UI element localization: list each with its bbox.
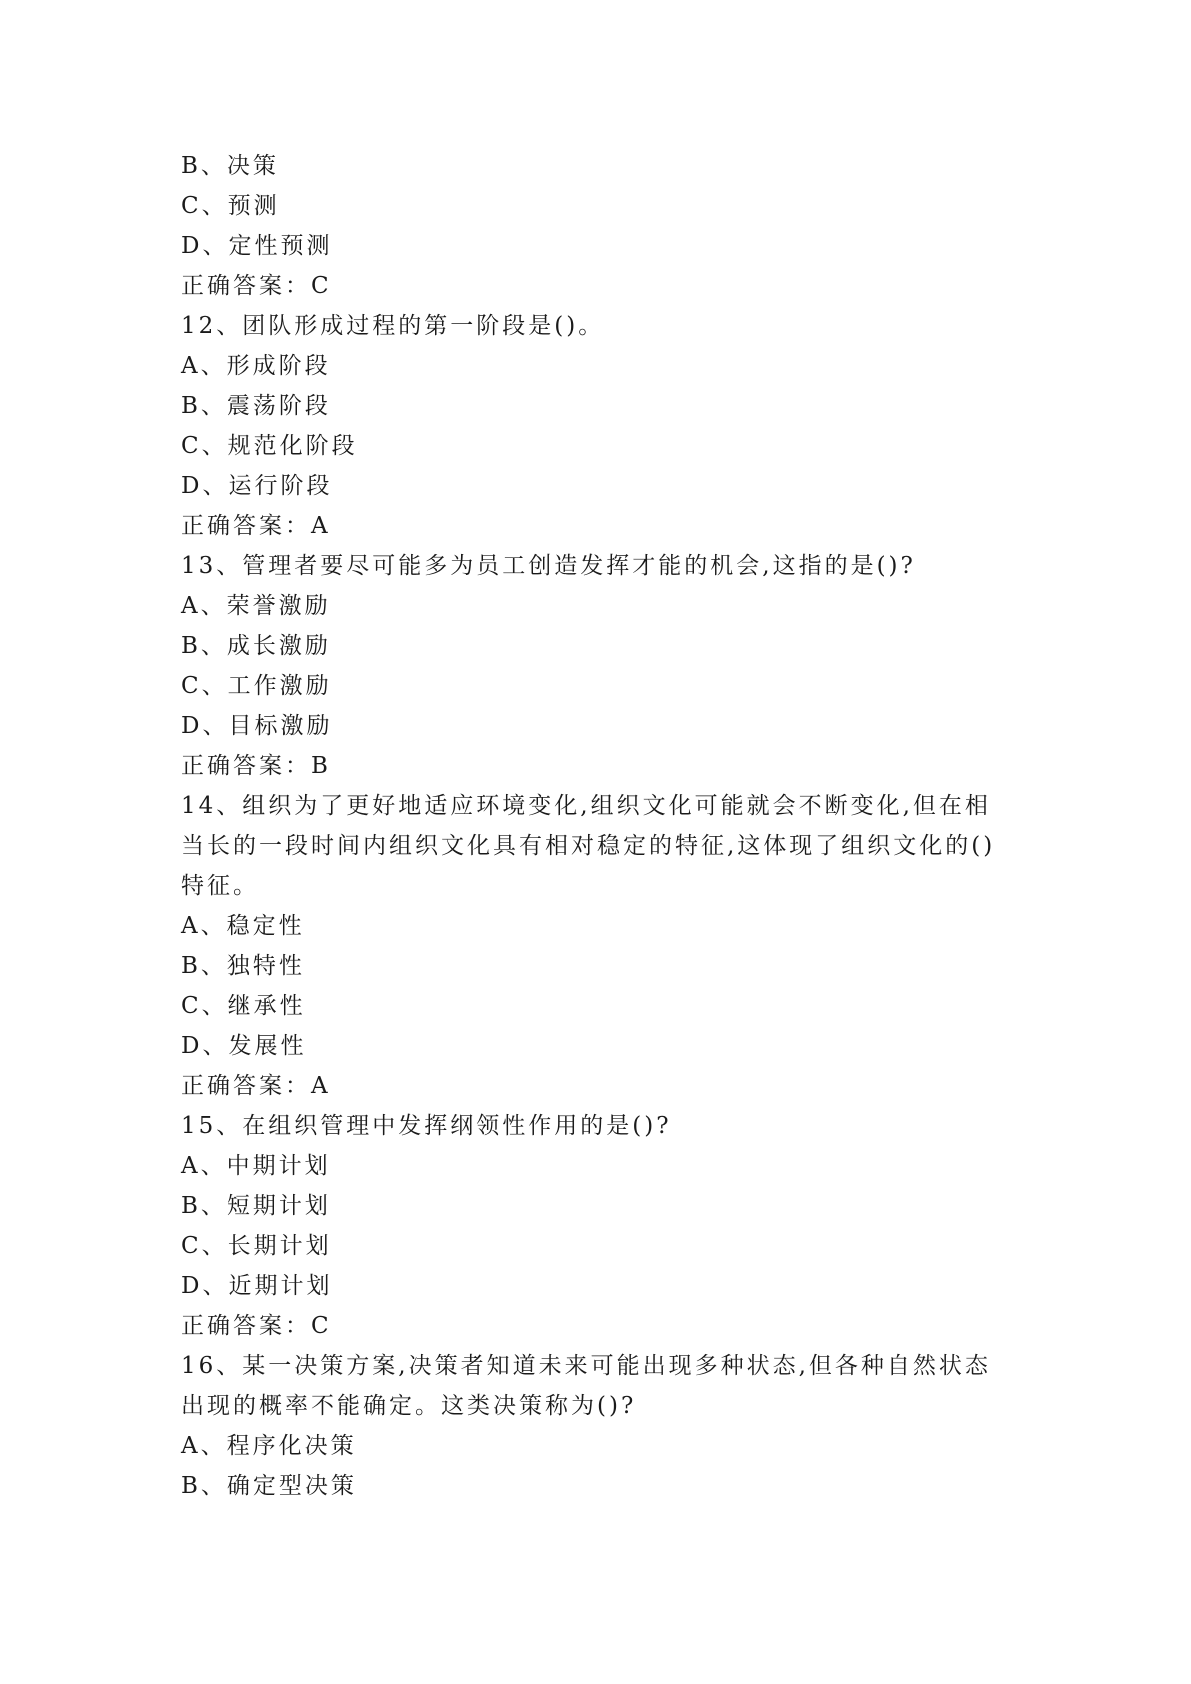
option-a-q15: A、中期计划 [181, 1153, 331, 1179]
option-c-q13: C、工作激励 [181, 673, 332, 699]
option-d-q14: D、发展性 [181, 1033, 307, 1059]
option-c-q15: C、长期计划 [181, 1233, 332, 1259]
question-16-line-2: 出现的概率不能确定。这类决策称为()? [181, 1393, 637, 1419]
option-b-q13: B、成长激励 [181, 633, 331, 659]
question-14-line-3: 特征。 [181, 873, 259, 899]
option-b-q15: B、短期计划 [181, 1193, 331, 1219]
question-14-line-1: 14、组织为了更好地适应环境变化,组织文化可能就会不断变化,但在相 [181, 793, 991, 819]
option-b-q11: B、决策 [181, 153, 279, 179]
option-a-q16: A、程序化决策 [181, 1433, 357, 1459]
option-d-q15: D、近期计划 [181, 1273, 333, 1299]
question-15: 15、在组织管理中发挥纲领性作用的是()? [181, 1113, 672, 1139]
option-c-q14: C、继承性 [181, 993, 306, 1019]
option-d-q11: D、定性预测 [181, 233, 333, 259]
option-d-q12: D、运行阶段 [181, 473, 333, 499]
option-b-q12: B、震荡阶段 [181, 393, 331, 419]
question-content [181, 146, 1021, 1506]
option-a-q14: A、稳定性 [181, 913, 305, 939]
option-b-q14: B、独特性 [181, 953, 305, 979]
answer-q11: 正确答案：C [181, 273, 332, 299]
option-c-q12: C、规范化阶段 [181, 433, 358, 459]
option-c-q11: C、预测 [181, 193, 280, 219]
answer-q13: 正确答案：B [181, 753, 331, 779]
question-16-line-1: 16、某一决策方案,决策者知道未来可能出现多种状态,但各种自然状态 [181, 1353, 991, 1379]
option-b-q16: B、确定型决策 [181, 1473, 357, 1499]
answer-q15: 正确答案：C [181, 1313, 332, 1339]
question-12: 12、团队形成过程的第一阶段是()。 [181, 313, 605, 339]
option-a-q13: A、荣誉激励 [181, 593, 331, 619]
question-14-line-2: 当长的一段时间内组织文化具有相对稳定的特征,这体现了组织文化的() [181, 833, 996, 859]
question-13: 13、管理者要尽可能多为员工创造发挥才能的机会,这指的是()? [181, 553, 916, 579]
answer-q14: 正确答案：A [181, 1073, 331, 1099]
option-d-q13: D、目标激励 [181, 713, 333, 739]
option-a-q12: A、形成阶段 [181, 353, 331, 379]
answer-q12: 正确答案：A [181, 513, 331, 539]
